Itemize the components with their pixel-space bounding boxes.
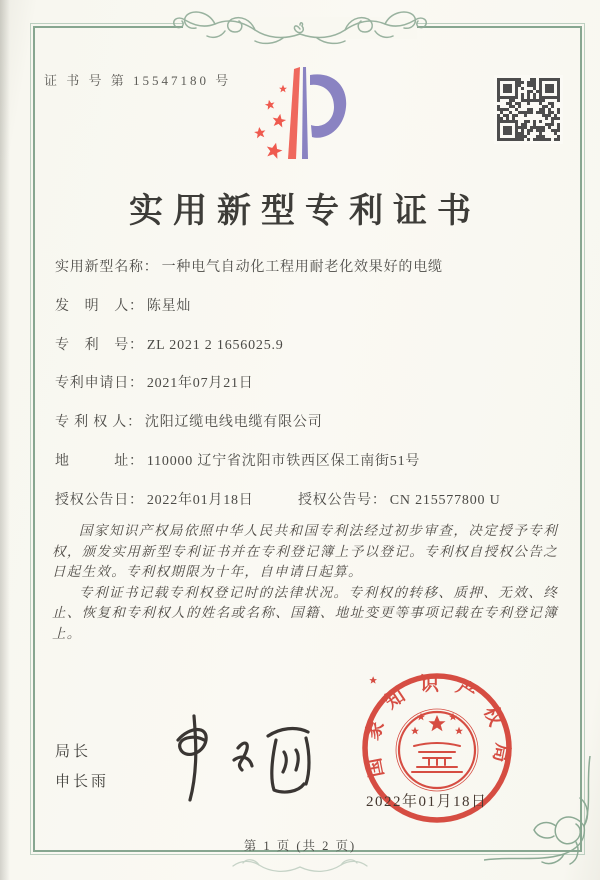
certificate-title: 实用新型专利证书 — [129, 193, 481, 230]
director-title: 局长 — [55, 744, 92, 760]
director-block — [55, 737, 109, 797]
field-row-patent-number — [55, 334, 564, 354]
cnipa-logo-icon — [250, 63, 348, 163]
legal-text — [52, 521, 558, 644]
legal-paragraph: 专利证书记载专利权登记时的法律状况。专利权的转移、质押、无效、终止、恢复和专利权人的姓名或名称、国籍、地址变更等事项记载在专利登记簿上。 — [52, 584, 558, 641]
seal-date: 2022年01月18日 — [366, 794, 488, 810]
field-value: ZL 2021 2 1656025.9 — [146, 338, 284, 353]
field-label: 授权公告号： — [297, 493, 387, 508]
field-value: CN 215577800 U — [389, 493, 501, 508]
field-row-inventor — [55, 295, 564, 315]
seal-text: 国家知识产权局 — [361, 674, 513, 779]
field-value: 2022年01月18日 — [146, 493, 254, 508]
field-label: 实用新型名称： — [55, 260, 159, 275]
certificate-number: 证 书 号 第 15547180 号 — [44, 73, 232, 88]
field-label: 授权公告日： — [55, 493, 144, 508]
director-signature-icon — [150, 710, 330, 805]
field-row-patentee — [55, 411, 564, 431]
field-label: 发 明 人： — [55, 299, 144, 314]
qr-code — [494, 75, 563, 144]
field-row-address — [55, 450, 564, 470]
field-value: 一种电气自动化工程用耐老化效果好的电缆 — [161, 260, 443, 275]
field-value: 2021年07月21日 — [146, 376, 254, 391]
bottom-center-scroll-icon — [225, 856, 375, 878]
legal-paragraph: 国家知识产权局依照中华人民共和国专利法经过初步审查，决定授予专利权，颁发实用新型专利证书并在专利登记簿上予以登记。专利权自授权公告之日起生效。专利权期限为十年，自申请日起算。 — [52, 523, 558, 579]
director-name: 申长雨 — [55, 774, 110, 790]
field-row-application-date — [55, 372, 564, 392]
field-label: 专 利 号： — [55, 338, 144, 353]
field-value: 沈阳辽缆电线电缆有限公司 — [144, 415, 323, 430]
field-value: 110000 辽宁省沈阳市铁西区保工南街51号 — [146, 454, 421, 469]
page-number: 第 1 页 (共 2 页) — [243, 839, 357, 853]
field-row-utility-model-name — [55, 256, 564, 276]
top-dragon-scroll-ornament-icon — [165, 1, 435, 51]
field-row-grant — [55, 489, 564, 509]
field-label: 专利申请日： — [55, 376, 144, 391]
field-label: 专 利 权 人： — [55, 415, 142, 430]
field-label: 地 址： — [55, 454, 144, 469]
field-value: 陈星灿 — [146, 299, 192, 314]
